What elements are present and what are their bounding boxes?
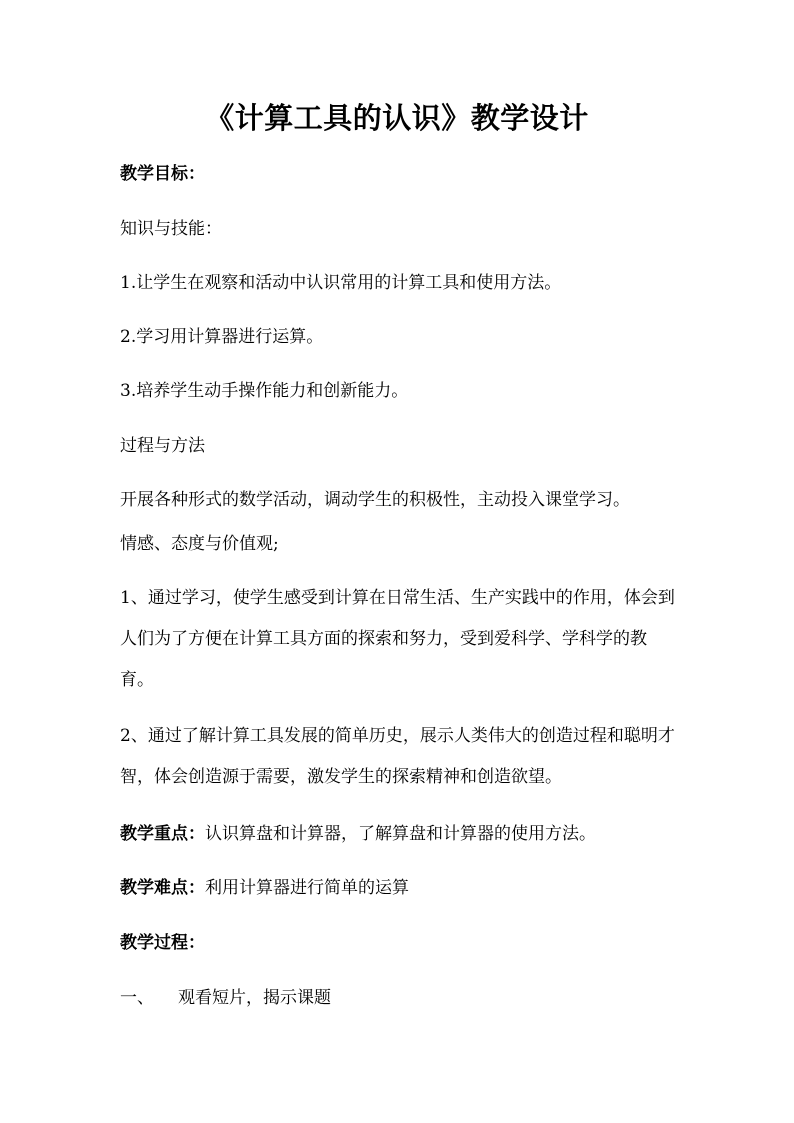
- step-one-row: [120, 986, 690, 1010]
- process-heading: 教学过程：: [120, 933, 205, 953]
- emotion-heading: 情感、态度与价值观;: [120, 534, 279, 554]
- process-method-heading: 过程与方法: [120, 436, 205, 456]
- key-point-label: 教学重点：: [120, 824, 205, 844]
- objectives-heading: 教学目标：: [120, 164, 205, 184]
- knowledge-item-2: 2.学习用计算器进行运算。: [120, 327, 324, 347]
- document-title: 《计算工具的认识》教学设计: [205, 101, 589, 135]
- emotion-item-1: 1、通过学习，使学生感受到计算在日常生活、生产实践中的作用，体会到人们为了方便在计算工具方面的探索和努力，受到爱科学、学科学的教育。: [120, 588, 675, 690]
- key-point-text: 认识算盘和计算器，了解算盘和计算器的使用方法。: [205, 824, 596, 844]
- process-method-text: 开展各种形式的数学活动，调动学生的积极性，主动投入课堂学习。: [120, 490, 630, 510]
- step-one-number: 一、: [120, 988, 154, 1008]
- difficulty-row: [120, 876, 690, 900]
- difficulty-label: 教学难点：: [120, 878, 205, 898]
- knowledge-item-3: 3.培养学生动手操作能力和创新能力。: [120, 381, 409, 401]
- key-point-row: [120, 822, 690, 846]
- emotion-item-2: 2、通过了解计算工具发展的简单历史，展示人类伟大的创造过程和聪明才智，体会创造源于需要，激发学生的探索精神和创造欲望。: [120, 726, 675, 787]
- difficulty-text: 利用计算器进行简单的运算: [205, 878, 409, 898]
- step-one-text: 观看短片，揭示课题: [178, 988, 331, 1008]
- knowledge-item-1: 1.让学生在观察和活动中认识常用的计算工具和使用方法。: [120, 273, 562, 293]
- knowledge-skills-heading: 知识与技能：: [120, 219, 222, 239]
